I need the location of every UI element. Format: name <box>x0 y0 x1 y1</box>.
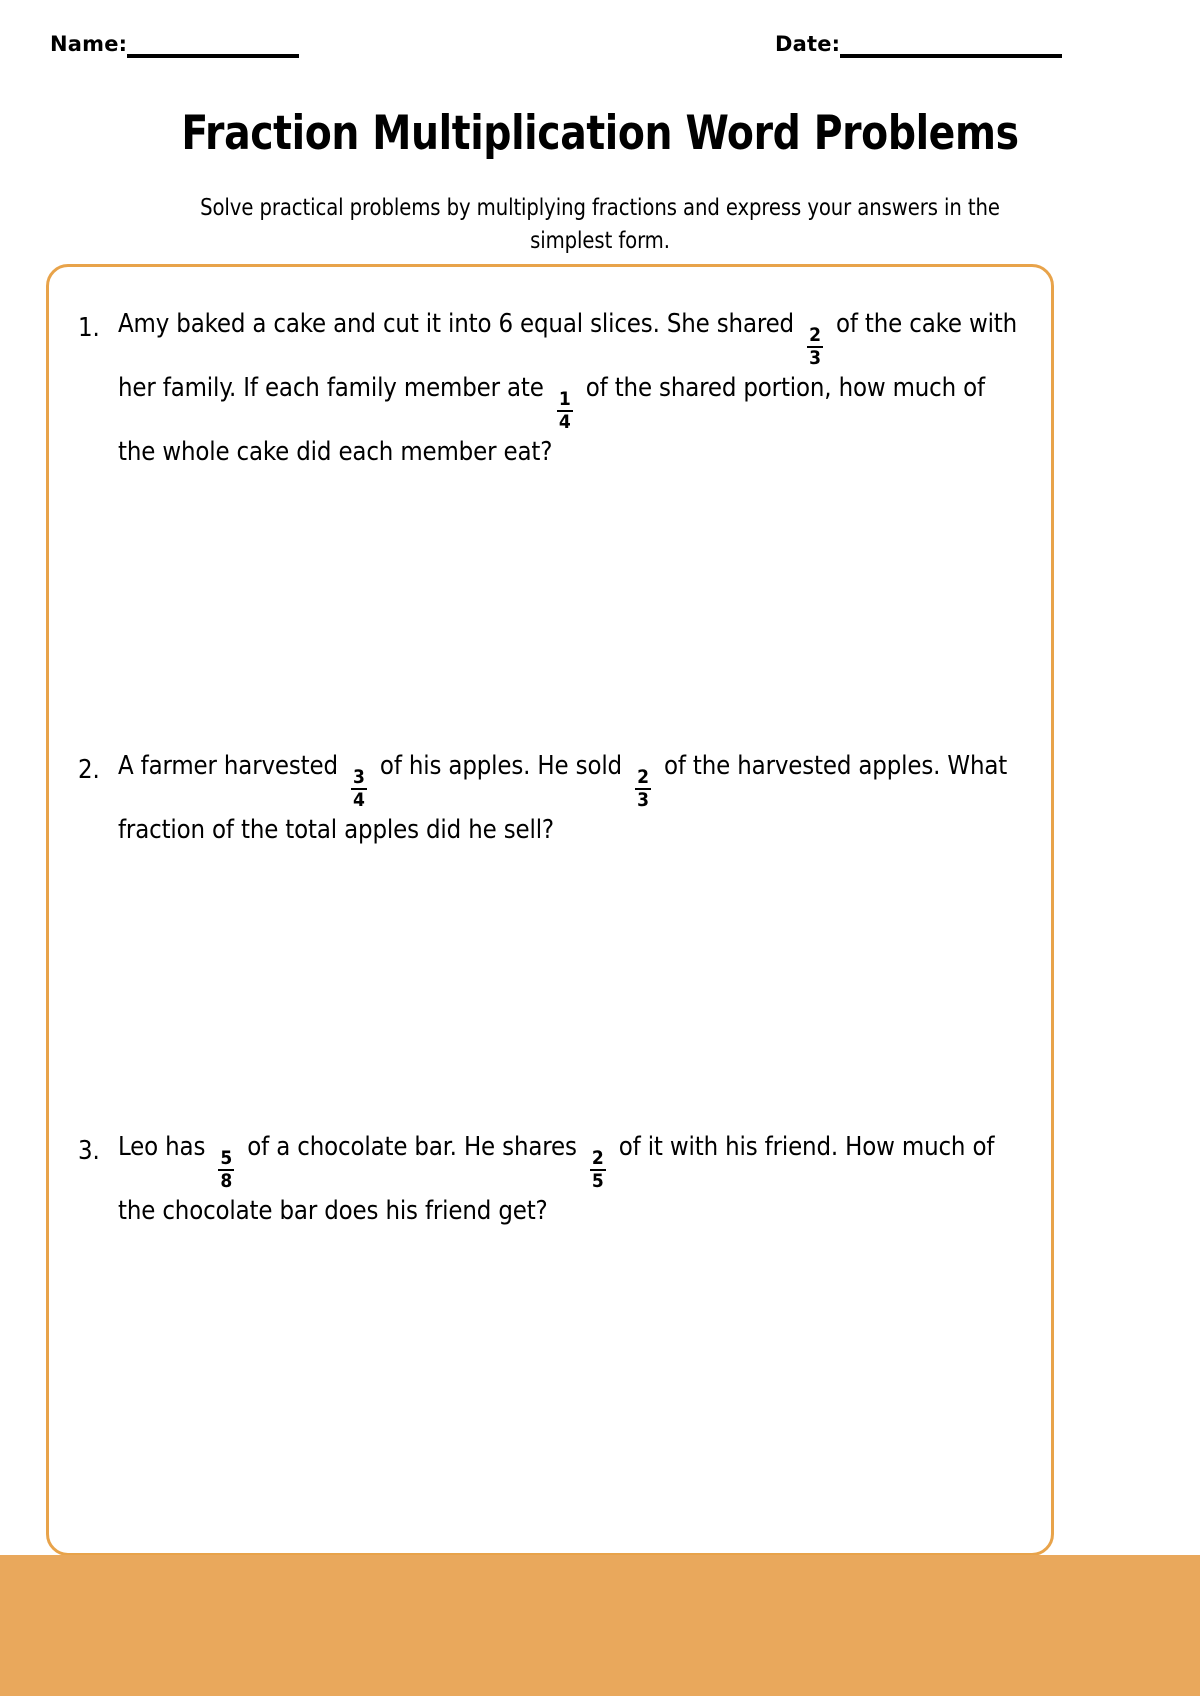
problem-item <box>78 304 1028 474</box>
fraction <box>807 326 823 368</box>
fraction-numerator: 5 <box>220 1147 233 1170</box>
fraction <box>218 1149 234 1191</box>
problems-list <box>46 264 1054 1556</box>
name-write-line[interactable] <box>127 54 299 58</box>
fraction <box>351 765 367 811</box>
fraction-denominator: 3 <box>809 347 821 370</box>
fraction-denominator: 4 <box>353 788 365 811</box>
footer-band <box>0 1555 1200 1696</box>
problem-item <box>78 1127 1028 1232</box>
worksheet-header <box>0 34 1200 74</box>
fraction-denominator: 5 <box>591 1170 604 1193</box>
problem-number: 3. <box>78 1135 100 1166</box>
problem-text: A farmer harvested $\frac{3}{4}$ of his apples. He sold $\frac{2}{3}$ of the harvested apples. What fraction of the total apples did he sell? <box>118 750 1008 845</box>
fraction-numerator: 2 <box>809 324 821 347</box>
problem-number: 2. <box>78 754 100 785</box>
fraction <box>590 1149 606 1191</box>
page-subtitle: Solve practical problems by multiplying fractions and express your answers in the simplest form. <box>200 195 1000 255</box>
problem-number: 1. <box>78 313 100 343</box>
date-label: Date: <box>775 32 841 56</box>
fraction-denominator: 3 <box>637 788 649 811</box>
name-field[interactable] <box>50 34 299 58</box>
fraction-numerator: 1 <box>558 388 571 411</box>
name-label: Name: <box>50 32 128 56</box>
fraction-numerator: 2 <box>591 1147 604 1170</box>
date-field[interactable] <box>775 34 1062 58</box>
fraction <box>635 765 651 811</box>
fraction-denominator: 4 <box>558 411 571 434</box>
fraction-numerator: 3 <box>353 765 365 788</box>
fraction-numerator: 2 <box>637 765 649 788</box>
fraction <box>557 390 573 432</box>
problem-text: Leo has $\frac{5}{8}$ of a chocolate bar. He shares $\frac{2}{5}$ of it with his friend. How much of the chocolate bar does his friend get? <box>118 1131 995 1227</box>
fraction-denominator: 8 <box>220 1170 233 1193</box>
page-title: Fraction Multiplication Word Problems <box>181 106 1019 161</box>
date-write-line[interactable] <box>840 54 1062 58</box>
problem-item <box>78 746 1028 851</box>
problem-text: Amy baked a cake and cut it into 6 equal slices. She shared $\frac{2}{3}$ of the cake with her family. If each family member ate $\frac{1}{4}$ of the shared portion, how much of the whole cake did each member eat? <box>118 309 1018 468</box>
